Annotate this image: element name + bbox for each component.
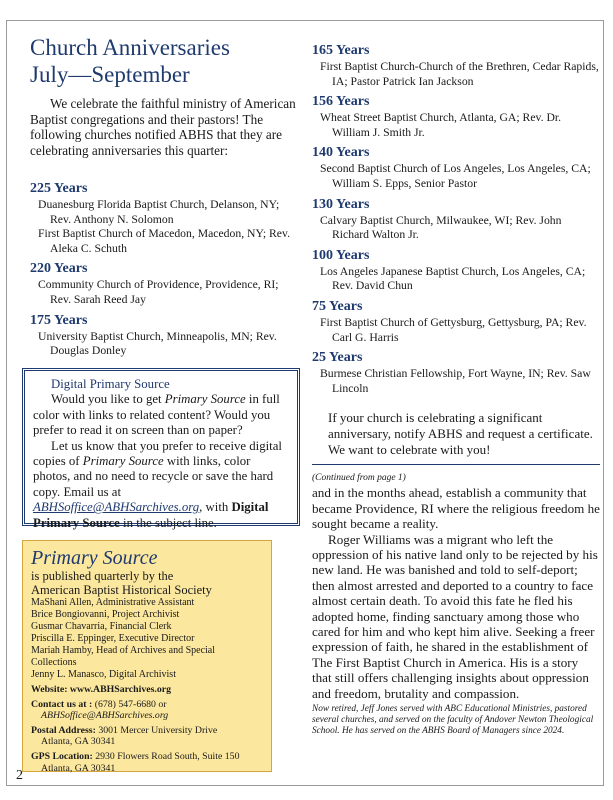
masthead-title: Primary Source <box>31 547 158 569</box>
article-paragraph-2: Roger Williams was a migrant who left the oppression of his native land only to be rejected by his new land. He was banished and told to self-deport; then almost arrested and deported to a country to face almost certain death. To avoid this fate he fled his adopted home, finding sanctuary among those who cared for him and who kept him alive. Seeking a freer expression of faith, he shared in the establishment of The First Baptist Church in America. His is a story that still offers challenging insights about oppression and freedom, brutality and compassion. <box>312 531 598 701</box>
left-anniversary-list <box>30 180 300 359</box>
masthead-publisher: American Baptist Historical Society <box>31 583 212 597</box>
intro-paragraph: We celebrate the faithful ministry of American Baptist congregations and their pastors! The following churches notified ABHS that they are celebrating anniversaries this quarter: <box>30 96 296 158</box>
church-entry: Duanesburg Florida Baptist Church, Delanson, NY; Rev. Anthony N. Solomon <box>38 198 280 226</box>
digital-paragraph-1: Would you like to get Primary Source in full color with links to related content? Would you prefer to read it on screen than on paper? <box>33 392 280 438</box>
website-line: Website: www.ABHSarchives.org <box>31 684 171 695</box>
years-heading: 175 Years <box>30 312 88 328</box>
staff-line: Priscilla E. Eppinger, Executive Director <box>31 633 195 644</box>
church-entry: Community Church of Providence, Providence, RI; Rev. Sarah Reed Jay <box>38 278 279 306</box>
page-number: 2 <box>16 768 23 783</box>
gps-location: GPS Location: 2930 Flowers Road South, Suite 150 Atlanta, GA 30341 <box>31 750 240 774</box>
church-entry: Burmese Christian Fellowship, Fort Wayne, IN; Rev. Saw Lincoln <box>320 367 591 395</box>
church-entry: Los Angeles Japanese Baptist Church, Los Angeles, CA; Rev. David Chun <box>320 264 586 293</box>
years-heading: 100 Years <box>312 247 370 263</box>
certificate-call-to-action: If your church is celebrating a significant anniversary, notify ABHS and request a certificate. We want to celebrate with you! <box>328 410 593 458</box>
primary-source-masthead-box <box>22 540 272 772</box>
church-entry: First Baptist Church of Gettysburg, Gettysburg, PA; Rev. Carl G. Harris <box>320 315 587 344</box>
staff-line: MaShani Allen, Administrative Assistant <box>31 597 195 608</box>
anniversary-group <box>312 144 600 191</box>
anniversary-group <box>30 260 300 307</box>
anniversary-group <box>312 93 600 140</box>
years-heading: 165 Years <box>312 43 370 58</box>
anniversary-group <box>312 247 600 294</box>
church-entry: University Baptist Church, Minneapolis, MN; Rev. Douglas Donley <box>38 329 277 358</box>
years-heading: 156 Years <box>312 94 370 110</box>
staff-line: Mariah Hamby, Head of Archives and Special Collections <box>31 645 216 668</box>
anniversary-group <box>312 196 600 243</box>
section-divider <box>312 464 600 465</box>
website-link[interactable]: www.ABHSarchives.org <box>69 684 171 695</box>
contact-line: Contact us at : (678) 547-6680 or ABHSoffice@ABHSarchives.org <box>31 698 169 722</box>
church-entry: First Baptist Church-Church of the Brethren, Cedar Rapids, IA; Pastor Patrick Ian Jackson <box>320 60 599 88</box>
church-entry: Wheat Street Baptist Church, Atlanta, GA; Rev. Dr. William J. Smith Jr. <box>320 111 562 139</box>
staff-line: Gusmar Chavarria, Financial Clerk <box>31 621 172 632</box>
anniversary-group <box>312 349 600 396</box>
postal-address: Postal Address: 3001 Mercer University Drive Atlanta, GA 30341 <box>31 724 218 748</box>
years-heading: 225 Years <box>30 181 88 196</box>
anniversaries-column-right <box>312 38 600 737</box>
masthead-subtitle: is published quarterly by the <box>31 569 174 583</box>
staff-line: Brice Bongiovanni, Project Archivist <box>31 609 180 620</box>
anniversaries-column-left <box>30 34 300 359</box>
email-link[interactable]: ABHSoffice@ABHSarchives.org <box>33 500 200 515</box>
author-bio: Now retired, Jeff Jones served with ABC Educational Ministries, pastored several churches, and served on the faculty of Andover Newton Theological School. He has served on the ABHS Board of Managers since 2024. <box>312 704 594 736</box>
article-paragraph-1: and in the months ahead, establish a community that became Providence, RI where the religious freedom he sought became a reality. <box>312 485 600 532</box>
contact-email[interactable]: ABHSoffice@ABHSarchives.org <box>41 710 169 722</box>
years-heading: 220 Years <box>30 261 88 277</box>
anniversary-group <box>30 312 300 359</box>
church-entry: First Baptist Church of Macedon, Macedon, NY; Rev. Aleka C. Schuth <box>38 227 291 255</box>
staff-line: Jenny L. Manasco, Digital Archivist <box>31 669 176 680</box>
church-entry: Second Baptist Church of Los Angeles, Los Angeles, CA; William S. Epps, Senior Pastor <box>320 162 591 190</box>
digital-box-title: Digital Primary Source <box>51 377 170 391</box>
anniversary-group <box>30 180 300 256</box>
page-title: Church Anniversaries July—September <box>30 35 230 87</box>
years-heading: 75 Years <box>312 298 363 314</box>
years-heading: 25 Years <box>312 350 363 366</box>
church-entry: Calvary Baptist Church, Milwaukee, WI; Rev. John Richard Walton Jr. <box>320 213 562 242</box>
years-heading: 140 Years <box>312 145 370 161</box>
digital-primary-source-box <box>22 368 300 530</box>
digital-paragraph-2: Let us know that you prefer to receive digital copies of Primary Source with links, color photos, and no need to recycle or save the hard copy. Email us at ABHSoffice@ABHSarchives.org, with Digital Primary Source in the subject line. <box>33 438 282 530</box>
years-heading: 130 Years <box>312 196 370 212</box>
anniversary-group <box>312 42 600 89</box>
continued-note: (Continued from page 1) <box>312 473 406 484</box>
anniversary-group <box>312 298 600 345</box>
